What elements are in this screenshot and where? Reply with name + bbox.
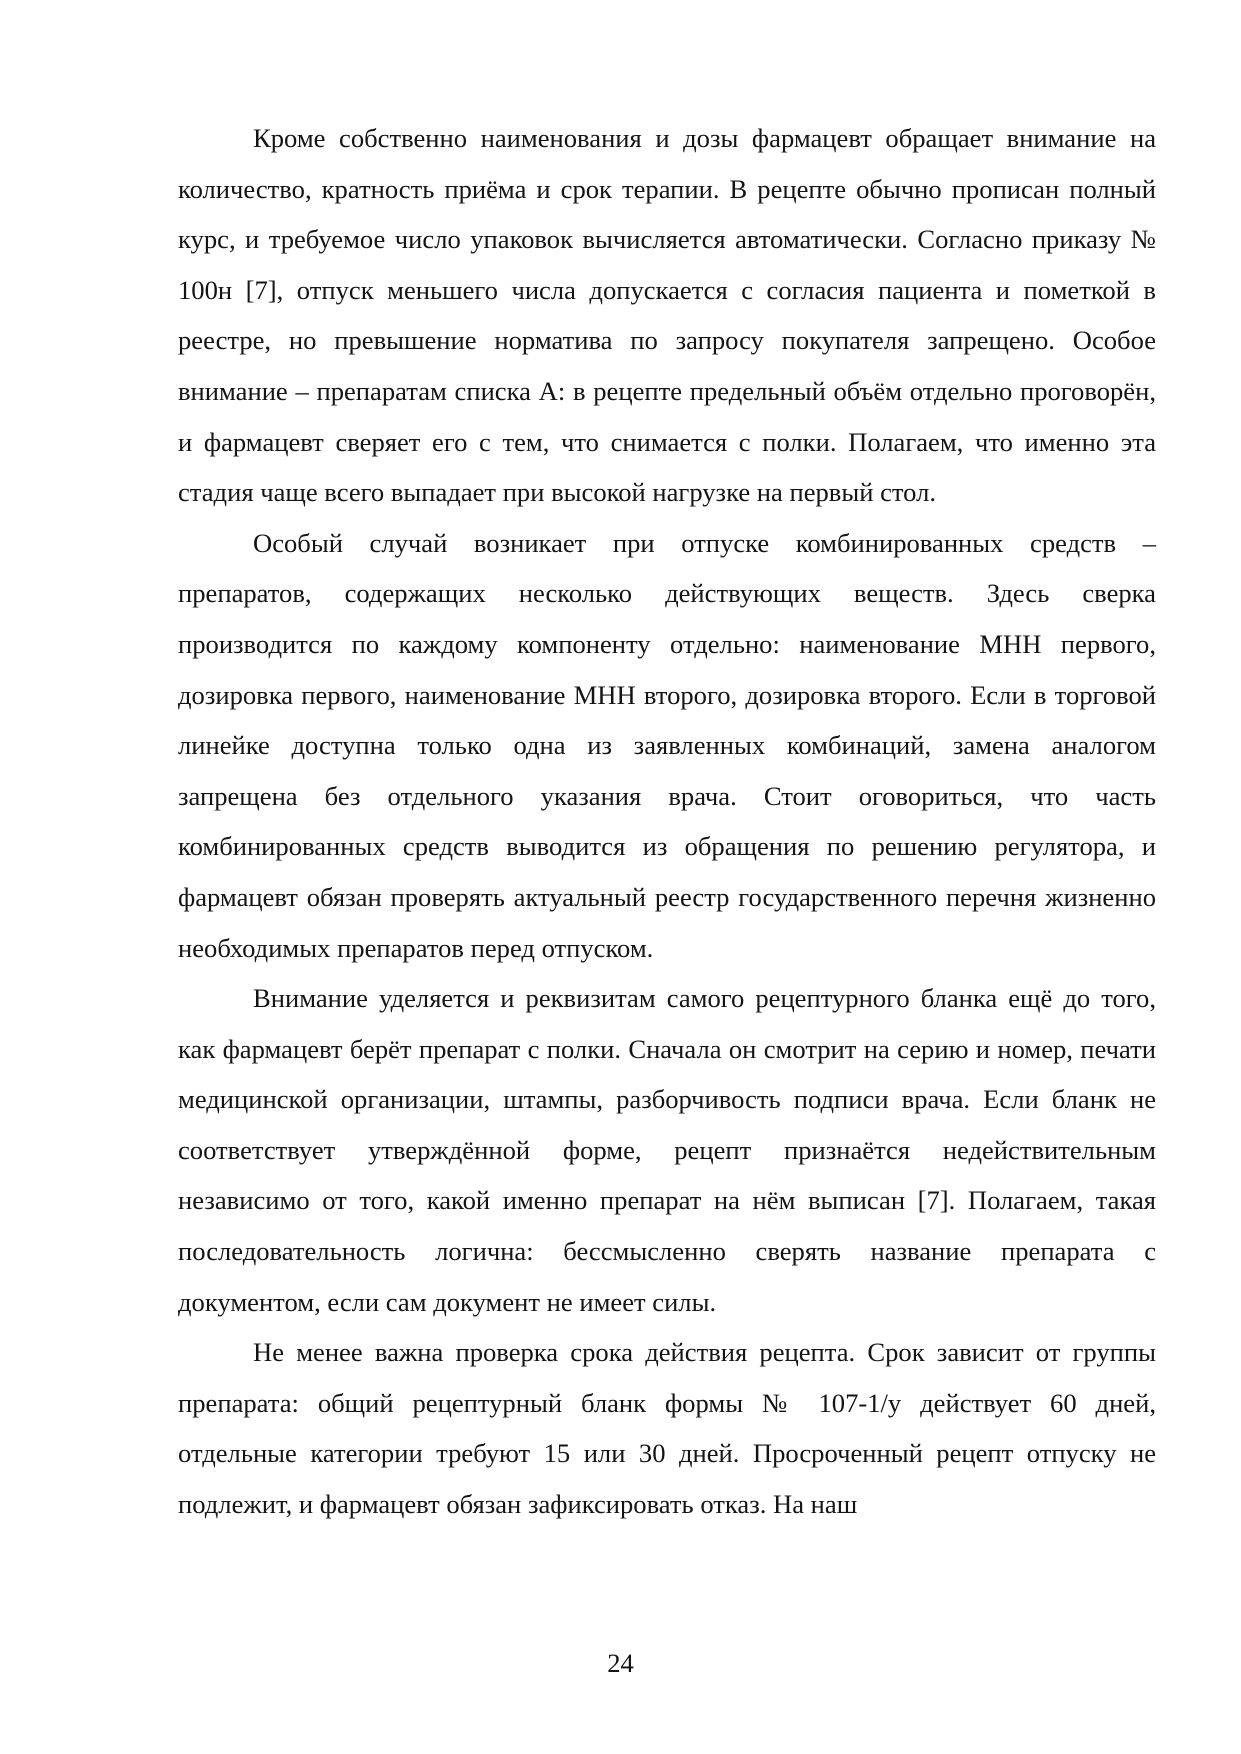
paragraph-prescription-form: Внимание уделяется и реквизитам самого рецептурного бланка ещё до того, как фармацевт берёт препарат с полки. Сначала он смотрит на серию и номер, печати медицинской организации, штампы, разборчивость подписи врача. Если бланк не соответствует утверждённой форме, рецепт признаётся недействительным независимо от того, какой именно препарат на нём выписан [7]. Полагаем, такая последовательность логична: бессмысленно сверять название препарата с документом, если сам документ не имеет силы. [178,983,1156,1317]
page-number: 24 [607,1648,634,1678]
paragraph-validity-period: Не менее важна проверка срока действия рецепта. Срок зависит от группы препарата: общий рецептурный бланк формы № 107-1/у действует 60 дней, отдельные категории требуют 15 или 30 дней. Просроченный рецепт отпуску не подлежит, и фармацевт обязан зафиксировать отказ. На наш [178,1337,1156,1520]
paragraph-quantity-check: Кроме собственно наименования и дозы фармацевт обращает внимание на количество, кратность приёма и срок терапии. В рецепте обычно прописан полный курс, и требуемое число упаковок вычисляется автоматически. Согласно приказу № 100н [7], отпуск меньшего числа допускается с согласия пациента и пометкой в реестре, но превышение норматива по запросу покупателя запрещено. Особое внимание – препаратам списка А: в рецепте предельный объём отдельно проговорён, и фармацевт сверяет его с тем, что снимается с полки. Полагаем, что именно эта стадия чаще всего выпадает при высокой нагрузке на первый стол. [178,123,1156,508]
body-text [178,113,1156,1530]
paragraph-combined-drugs: Особый случай возникает при отпуске комбинированных средств – препаратов, содержащих несколько действующих веществ. Здесь сверка производится по каждому компоненту отдельно: наименование МНН первого, дозировка первого, наименование МНН второго, дозировка второго. Если в торговой линейке доступна только одна из заявленных комбинаций, замена аналогом запрещена без отдельного указания врача. Стоит оговориться, что часть комбинированных средств выводится из обращения по решению регулятора, и фармацевт обязан проверять актуальный реестр государственного перечня жизненно необходимых препаратов перед отпуском. [178,527,1156,963]
